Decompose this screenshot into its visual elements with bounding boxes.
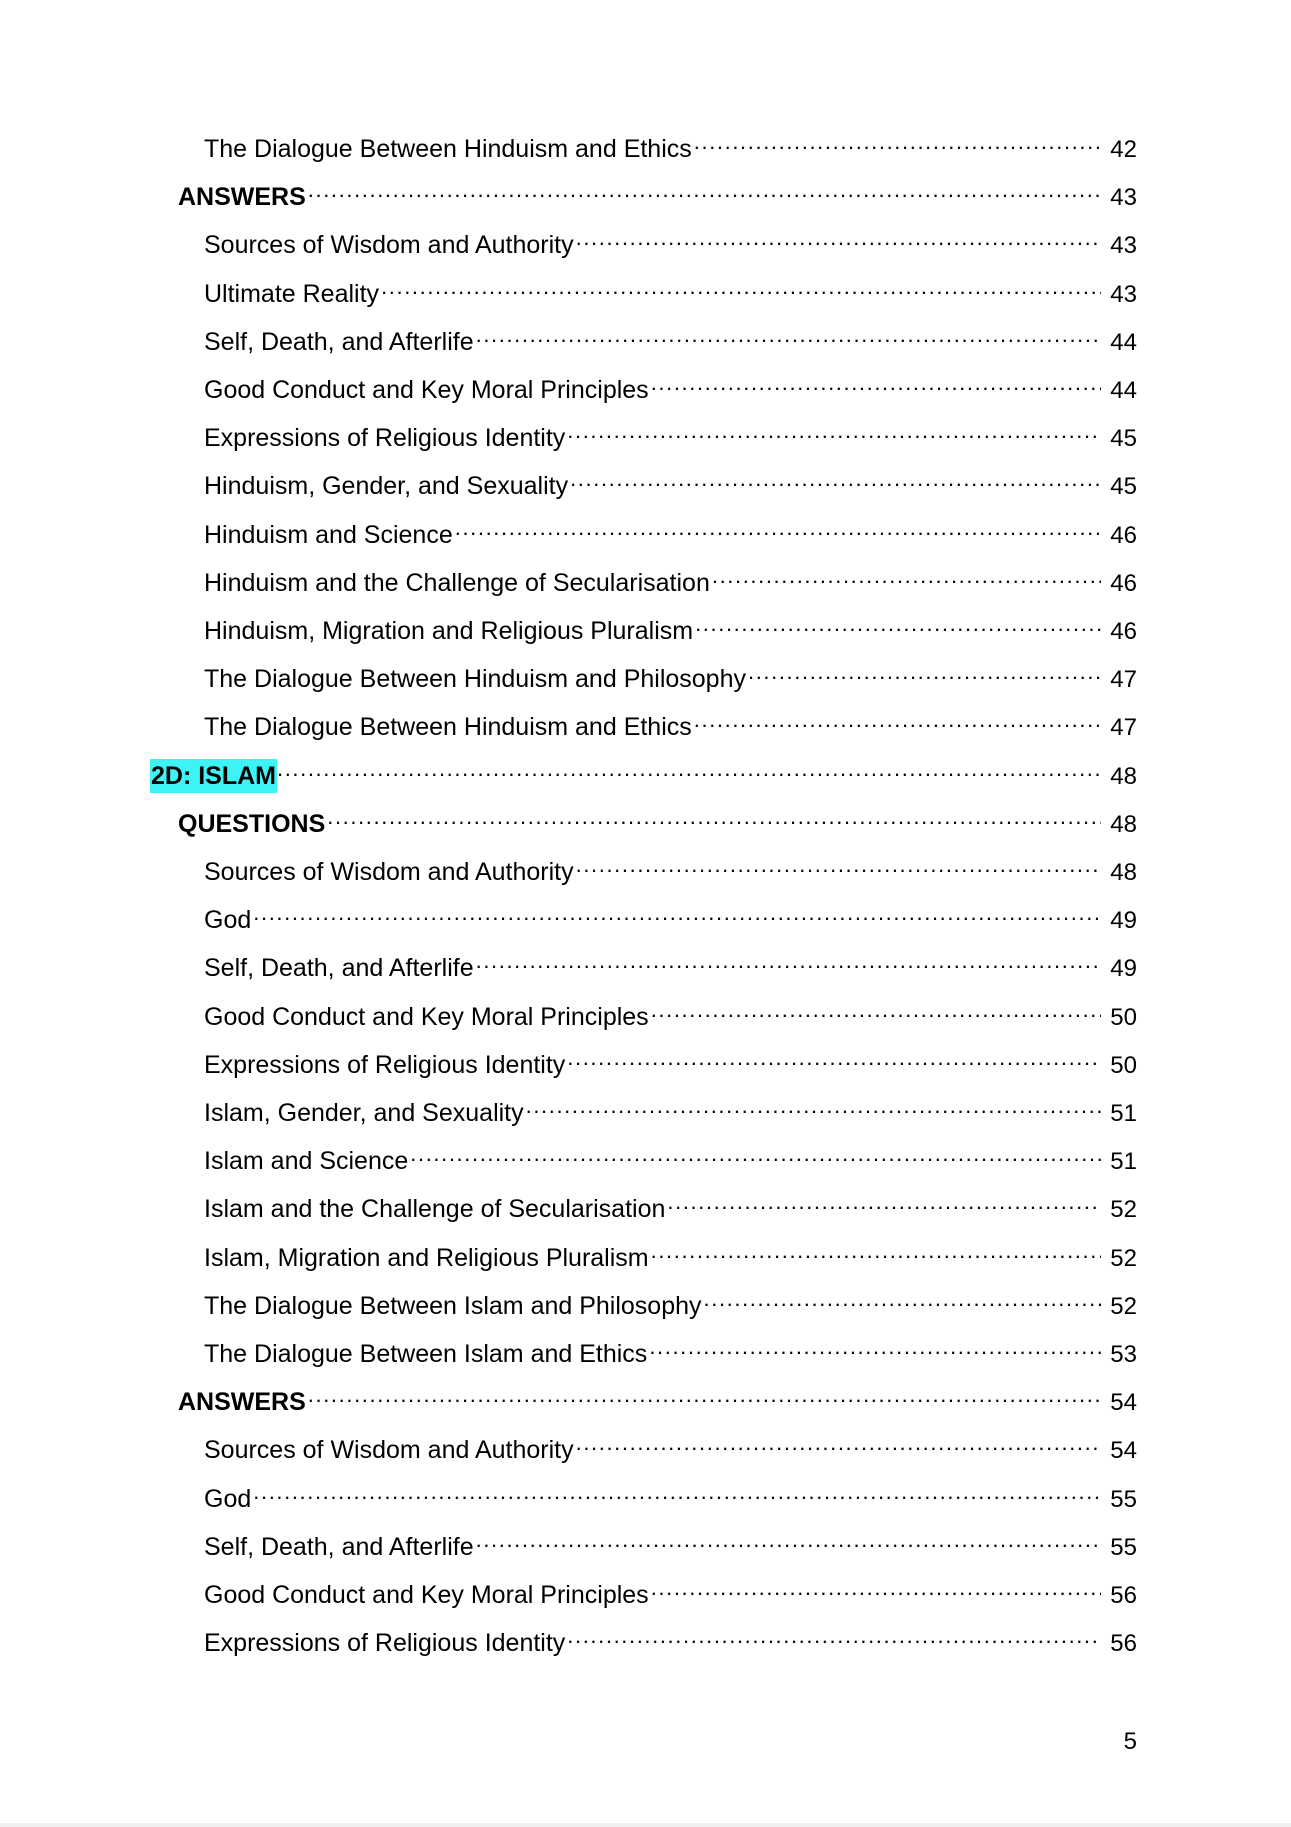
- toc-entry-title: Hinduism, Gender, and Sexuality: [204, 472, 569, 500]
- toc-dot-leader: [667, 1183, 1101, 1217]
- toc-entry-page-number: 51: [1110, 1100, 1137, 1127]
- toc-dot-leader: [526, 1087, 1101, 1121]
- toc-entry-title: Islam and the Challenge of Secularisation: [204, 1195, 666, 1223]
- toc-entry[interactable]: [178, 798, 1137, 838]
- toc-entry[interactable]: [204, 123, 1137, 163]
- toc-entry-page-number: 56: [1110, 1630, 1137, 1657]
- toc-entry[interactable]: [204, 1135, 1137, 1175]
- toc-entry[interactable]: [204, 364, 1137, 404]
- toc-entry[interactable]: [204, 991, 1137, 1031]
- toc-entry-title: Sources of Wisdom and Authority: [204, 231, 574, 259]
- toc-entry-title: The Dialogue Between Islam and Philosophy: [204, 1292, 702, 1320]
- toc-entry[interactable]: [204, 557, 1137, 597]
- toc-dot-leader: [410, 1135, 1101, 1169]
- toc-dot-leader: [567, 1039, 1101, 1073]
- toc-dot-leader: [576, 1424, 1101, 1458]
- toc-entry[interactable]: [204, 509, 1137, 549]
- toc-dot-leader: [694, 123, 1101, 157]
- toc-dot-leader: [308, 1376, 1101, 1410]
- toc-entry[interactable]: [204, 1087, 1137, 1127]
- toc-entry[interactable]: [204, 1280, 1137, 1320]
- toc-dot-leader: [651, 991, 1101, 1025]
- toc-entry-page-number: 53: [1110, 1341, 1137, 1368]
- toc-entry-page-number: 47: [1110, 666, 1137, 693]
- toc-dot-leader: [381, 268, 1101, 302]
- toc-entry-title: Expressions of Religious Identity: [204, 1629, 566, 1657]
- toc-entry-title: ANSWERS: [178, 1388, 306, 1416]
- toc-dot-leader: [651, 1569, 1101, 1603]
- toc-entry-title: Self, Death, and Afterlife: [204, 954, 474, 982]
- toc-entry[interactable]: [204, 1328, 1137, 1368]
- toc-entry[interactable]: [204, 1183, 1137, 1223]
- toc-dot-leader: [277, 750, 1101, 784]
- toc-entry-page-number: 42: [1110, 136, 1137, 163]
- toc-entry-page-number: 43: [1110, 232, 1137, 259]
- toc-entry-page-number: 56: [1110, 1582, 1137, 1609]
- toc-entry-title: ANSWERS: [178, 183, 306, 211]
- toc-dot-leader: [694, 701, 1101, 735]
- toc-entry-page-number: 54: [1110, 1389, 1137, 1416]
- toc-entry-title: Islam, Gender, and Sexuality: [204, 1099, 524, 1127]
- toc-dot-leader: [748, 653, 1101, 687]
- toc-entry-title: God: [204, 906, 252, 934]
- toc-dot-leader: [576, 219, 1101, 253]
- toc-entry[interactable]: [204, 412, 1137, 452]
- toc-entry[interactable]: [204, 846, 1137, 886]
- toc-dot-leader: [651, 364, 1101, 398]
- toc-entry-title: Hinduism and Science: [204, 521, 453, 549]
- toc-dot-leader: [704, 1280, 1101, 1314]
- toc-dot-leader: [476, 316, 1101, 350]
- toc-entry[interactable]: [204, 1617, 1137, 1657]
- toc-entry-page-number: 44: [1110, 377, 1137, 404]
- toc-entry-title: QUESTIONS: [178, 810, 326, 838]
- toc-entry-title: Sources of Wisdom and Authority: [204, 858, 574, 886]
- toc-entry-title: Self, Death, and Afterlife: [204, 328, 474, 356]
- toc-entry-page-number: 50: [1110, 1004, 1137, 1031]
- toc-dot-leader: [576, 846, 1101, 880]
- toc-entry-title: God: [204, 1485, 252, 1513]
- toc-dot-leader: [476, 942, 1101, 976]
- toc-entry[interactable]: [204, 316, 1137, 356]
- toc-dot-leader: [695, 605, 1101, 639]
- toc-entry-title: Self, Death, and Afterlife: [204, 1533, 474, 1561]
- toc-entry-page-number: 49: [1110, 907, 1137, 934]
- toc-entry-page-number: 51: [1110, 1148, 1137, 1175]
- toc-dot-leader: [253, 894, 1101, 928]
- toc-entry[interactable]: [178, 1376, 1137, 1416]
- toc-dot-leader: [327, 798, 1101, 832]
- toc-entry[interactable]: [204, 653, 1137, 693]
- toc-entry[interactable]: [204, 1232, 1137, 1272]
- toc-entry-title: The Dialogue Between Hinduism and Philosophy: [204, 665, 746, 693]
- toc-entry-page-number: 48: [1110, 859, 1137, 886]
- toc-dot-leader: [712, 557, 1101, 591]
- toc-entry-title: Hinduism and the Challenge of Secularisation: [204, 569, 710, 597]
- toc-entry-page-number: 46: [1110, 522, 1137, 549]
- toc-entry-page-number: 49: [1110, 955, 1137, 982]
- toc-dot-leader: [567, 412, 1101, 446]
- toc-dot-leader: [567, 1617, 1101, 1651]
- toc-dot-leader: [651, 1232, 1101, 1266]
- toc-dot-leader: [649, 1328, 1101, 1362]
- toc-entry[interactable]: [204, 1569, 1137, 1609]
- toc-entry-title: The Dialogue Between Hinduism and Ethics: [204, 135, 692, 163]
- toc-entry-title: The Dialogue Between Hinduism and Ethics: [204, 713, 692, 741]
- toc-entry-title: Expressions of Religious Identity: [204, 1051, 566, 1079]
- toc-entry-title: Good Conduct and Key Moral Principles: [204, 1003, 649, 1031]
- toc-dot-leader: [308, 171, 1101, 205]
- toc-entry-title: Ultimate Reality: [204, 280, 380, 308]
- toc-entry-page-number: 43: [1110, 281, 1137, 308]
- toc-entry-title: Hinduism, Migration and Religious Pluralism: [204, 617, 694, 645]
- toc-entry-title: Good Conduct and Key Moral Principles: [204, 1581, 649, 1609]
- toc-entry-page-number: 47: [1110, 714, 1137, 741]
- toc-entry-title: Sources of Wisdom and Authority: [204, 1436, 574, 1464]
- toc-entry-page-number: 52: [1110, 1293, 1137, 1320]
- toc-entry[interactable]: [178, 171, 1137, 211]
- toc-entry[interactable]: [204, 1039, 1137, 1079]
- toc-entry[interactable]: [204, 460, 1137, 500]
- toc-dot-leader: [476, 1521, 1101, 1555]
- toc-entry-title: Islam and Science: [204, 1147, 409, 1175]
- toc-entry-page-number: 45: [1110, 473, 1137, 500]
- toc-entry[interactable]: [204, 942, 1137, 982]
- toc-entry-page-number: 43: [1110, 184, 1137, 211]
- toc-entry-page-number: 48: [1110, 763, 1137, 790]
- toc-entry-page-number: 50: [1110, 1052, 1137, 1079]
- toc-entry[interactable]: [204, 1424, 1137, 1464]
- toc-entry-page-number: 55: [1110, 1486, 1137, 1513]
- toc-entry[interactable]: [204, 1521, 1137, 1561]
- toc-entry-title: Islam, Migration and Religious Pluralism: [204, 1244, 649, 1272]
- page-number: 5: [1123, 1728, 1137, 1755]
- toc-entry[interactable]: [204, 605, 1137, 645]
- toc-entry[interactable]: [204, 219, 1137, 259]
- toc-entry-page-number: 48: [1110, 811, 1137, 838]
- toc-entry[interactable]: [204, 268, 1137, 308]
- toc-entry-title: The Dialogue Between Islam and Ethics: [204, 1340, 648, 1368]
- toc-entry-page-number: 52: [1110, 1196, 1137, 1223]
- toc-entry-page-number: 46: [1110, 618, 1137, 645]
- page-bottom-edge: [0, 1823, 1291, 1827]
- toc-entry[interactable]: [204, 1473, 1137, 1513]
- toc-dot-leader: [455, 509, 1101, 543]
- toc-entry[interactable]: [204, 701, 1137, 741]
- toc-entry-title: Expressions of Religious Identity: [204, 424, 566, 452]
- toc-entry-page-number: 45: [1110, 425, 1137, 452]
- toc-dot-leader: [570, 460, 1101, 494]
- toc-entry-page-number: 54: [1110, 1437, 1137, 1464]
- toc-dot-leader: [253, 1473, 1101, 1507]
- toc-entry-page-number: 52: [1110, 1245, 1137, 1272]
- toc-entry-page-number: 55: [1110, 1534, 1137, 1561]
- toc-entry-page-number: 46: [1110, 570, 1137, 597]
- toc-entry-page-number: 44: [1110, 329, 1137, 356]
- toc-entry-title-highlighted: 2D: ISLAM: [150, 759, 277, 793]
- toc-entry[interactable]: [204, 894, 1137, 934]
- toc-entry[interactable]: [150, 750, 1137, 790]
- toc-entry-title: Good Conduct and Key Moral Principles: [204, 376, 649, 404]
